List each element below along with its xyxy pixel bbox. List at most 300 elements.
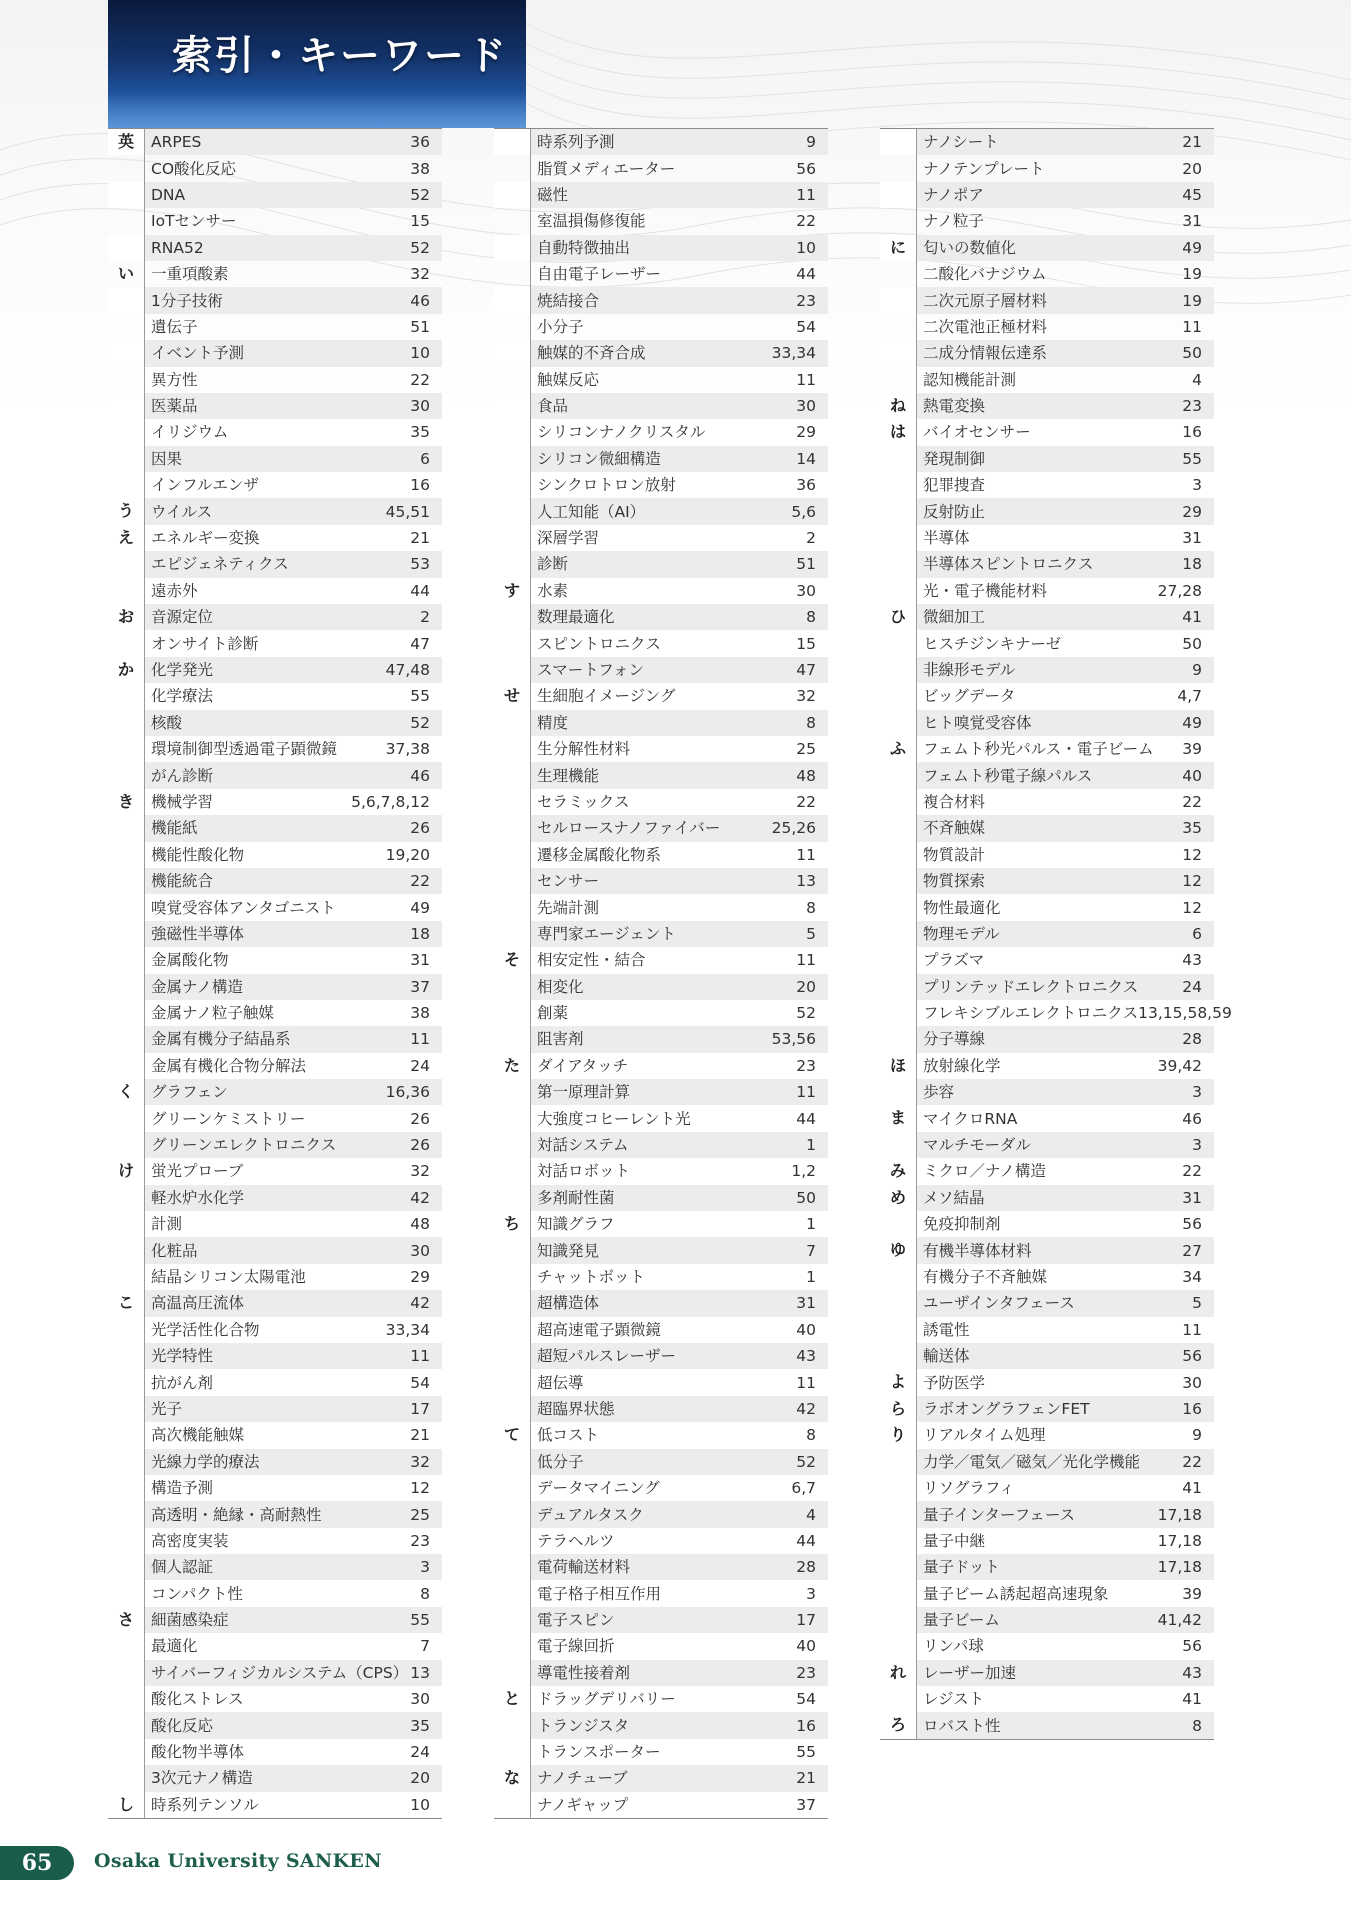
index-page-ref: 8 <box>806 898 816 917</box>
index-page-ref: 30 <box>410 1241 430 1260</box>
index-page-ref: 4,7 <box>1177 687 1202 706</box>
index-page-ref: 31 <box>796 1294 816 1313</box>
index-entry <box>108 498 442 524</box>
index-page-ref: 33,34 <box>771 344 816 363</box>
index-page-ref: 11 <box>410 1347 430 1366</box>
index-group-letter <box>108 921 145 947</box>
index-page-ref: 54 <box>410 1373 430 1392</box>
index-term: レジスト <box>923 1690 985 1709</box>
index-entry <box>880 683 1214 709</box>
index-term: 高温高圧流体 <box>151 1294 245 1313</box>
index-group-letter <box>108 235 145 261</box>
index-entry <box>108 815 442 841</box>
index-entry <box>494 261 828 287</box>
index-entry <box>108 1079 442 1105</box>
index-page-ref: 32 <box>410 1162 430 1181</box>
index-term: ロバスト性 <box>923 1716 1001 1735</box>
index-page-ref: 12 <box>1182 872 1202 891</box>
index-group-letter <box>494 419 531 445</box>
index-group-letter <box>108 155 145 181</box>
index-page-ref: 1 <box>806 1136 816 1155</box>
index-page-ref: 17 <box>410 1399 430 1418</box>
index-term: 化粧品 <box>151 1241 198 1260</box>
index-term: 光線力学的療法 <box>151 1452 260 1471</box>
index-entry <box>108 446 442 472</box>
index-term: 小分子 <box>537 317 584 336</box>
index-entry <box>108 287 442 313</box>
index-group-letter <box>108 1369 145 1395</box>
index-page-ref: 20 <box>796 977 816 996</box>
index-term: プラズマ <box>923 951 985 970</box>
index-group-letter <box>494 287 531 313</box>
index-term: 多剤耐性菌 <box>537 1188 615 1207</box>
index-page-ref: 39 <box>1182 1584 1202 1603</box>
index-term: バイオセンサー <box>923 423 1031 442</box>
index-term: 半導体スピントロニクス <box>923 555 1094 574</box>
index-term: データマイニング <box>537 1479 660 1498</box>
index-group-letter <box>494 551 531 577</box>
index-page-ref: 37 <box>410 977 430 996</box>
index-group-letter: な <box>494 1765 531 1791</box>
index-page-ref: 38 <box>410 159 430 178</box>
index-entry <box>880 498 1214 524</box>
index-term: 物質探索 <box>923 872 986 891</box>
index-page-ref: 10 <box>410 344 430 363</box>
index-term: レーザー加速 <box>923 1663 1017 1682</box>
index-entry <box>494 1765 828 1791</box>
index-page-ref: 24 <box>1182 977 1202 996</box>
index-page-ref: 44 <box>796 265 816 284</box>
index-term: ナノシート <box>923 133 999 152</box>
index-entry <box>880 182 1214 208</box>
index-term: リソグラフィ <box>923 1479 1015 1498</box>
index-term: 歩容 <box>923 1083 955 1102</box>
index-page-ref: 43 <box>796 1347 816 1366</box>
index-group-letter <box>880 947 917 973</box>
index-term: がん診断 <box>151 766 214 785</box>
index-term: 化学発光 <box>151 661 214 679</box>
index-entry <box>880 1607 1214 1633</box>
index-group-letter: せ <box>494 683 531 709</box>
index-page-ref: 17,18 <box>1157 1505 1202 1524</box>
index-group-letter <box>494 235 531 261</box>
index-group-letter: く <box>108 1079 145 1105</box>
index-term: エネルギー変換 <box>151 529 260 548</box>
index-page-ref: 55 <box>796 1743 816 1762</box>
index-entry <box>494 129 828 155</box>
index-entry <box>108 1712 442 1738</box>
index-page-ref: 11 <box>796 185 816 204</box>
index-term: 二成分情報伝達系 <box>923 344 1048 363</box>
index-page-ref: 39 <box>1182 740 1202 759</box>
index-page-ref: 17 <box>796 1611 816 1630</box>
index-group-letter <box>494 1343 531 1369</box>
index-page-ref: 10 <box>410 1795 430 1814</box>
index-page-ref: 22 <box>410 370 430 389</box>
index-entry <box>108 630 442 656</box>
index-page-ref: 47 <box>796 661 816 679</box>
index-group-letter <box>494 630 531 656</box>
index-term: RNA52 <box>151 238 204 257</box>
index-term: 光学特性 <box>151 1347 214 1366</box>
index-entry <box>880 894 1214 920</box>
index-entry <box>108 1000 442 1026</box>
index-group-letter <box>494 1712 531 1738</box>
index-group-letter <box>108 1343 145 1369</box>
index-group-letter <box>880 1449 917 1475</box>
index-page-ref: 3 <box>420 1558 430 1577</box>
index-entry <box>880 235 1214 261</box>
index-group-letter <box>494 340 531 366</box>
index-group-letter: い <box>108 261 145 287</box>
index-term: 複合材料 <box>923 792 986 811</box>
index-page-ref: 46 <box>1182 1109 1202 1128</box>
index-term: 放射線化学 <box>923 1056 1001 1075</box>
index-page-ref: 11 <box>796 1373 816 1392</box>
index-group-letter <box>494 1264 531 1290</box>
index-term: 機能統合 <box>151 872 214 891</box>
index-page-ref: 51 <box>410 317 430 336</box>
index-entry <box>880 657 1214 683</box>
index-group-letter <box>494 1158 531 1184</box>
index-page-ref: 44 <box>796 1531 816 1550</box>
index-entry <box>494 1739 828 1765</box>
index-page-ref: 43 <box>1182 951 1202 970</box>
index-group-letter: み <box>880 1158 917 1184</box>
index-term: 二次元原子層材料 <box>923 291 1048 310</box>
index-term: 抗がん剤 <box>151 1373 214 1392</box>
index-term: 水素 <box>537 581 569 600</box>
index-group-letter <box>880 472 917 498</box>
index-entry <box>880 1528 1214 1554</box>
index-page-ref: 21 <box>796 1769 816 1788</box>
index-entry <box>108 1237 442 1263</box>
index-term: オンサイト診断 <box>151 634 259 653</box>
index-group-letter <box>880 1026 917 1052</box>
index-entry <box>880 1475 1214 1501</box>
index-group-letter: う <box>108 498 145 524</box>
index-group-letter <box>880 1343 917 1369</box>
index-group-letter <box>108 974 145 1000</box>
index-entry <box>108 1475 442 1501</box>
index-term: 大強度コヒーレント光 <box>537 1109 691 1128</box>
index-group-letter <box>880 868 917 894</box>
index-entry <box>108 472 442 498</box>
index-term: DNA <box>151 185 186 204</box>
index-group-letter <box>494 208 531 234</box>
index-page-ref: 11 <box>1182 317 1202 336</box>
index-group-letter <box>494 498 531 524</box>
index-page-ref: 49 <box>1182 713 1202 732</box>
index-group-letter <box>880 710 917 736</box>
index-entry <box>108 1739 442 1765</box>
index-term: ウイルス <box>151 502 213 521</box>
index-page-ref: 5,6 <box>791 502 816 521</box>
index-entry <box>108 182 442 208</box>
index-entry <box>494 498 828 524</box>
index-term: 一重項酸素 <box>151 265 229 284</box>
index-page-ref: 8 <box>1192 1716 1202 1735</box>
index-term: 構造予測 <box>151 1479 214 1498</box>
index-page-ref: 15 <box>410 212 430 231</box>
index-group-letter <box>494 842 531 868</box>
index-group-letter <box>880 129 917 155</box>
index-term: 機能紙 <box>151 819 198 838</box>
index-group-letter <box>108 1185 145 1211</box>
index-entry <box>880 789 1214 815</box>
index-entry <box>494 1026 828 1052</box>
index-page-ref: 28 <box>1182 1030 1202 1049</box>
index-entry <box>880 815 1214 841</box>
index-page-ref: 9 <box>1192 661 1202 679</box>
index-entry <box>494 1369 828 1395</box>
index-page-ref: 3 <box>806 1584 816 1603</box>
index-entry <box>494 789 828 815</box>
index-group-letter: ら <box>880 1396 917 1422</box>
index-entry <box>880 1554 1214 1580</box>
index-entry <box>108 762 442 788</box>
index-term: ドラッグデリバリー <box>537 1690 676 1709</box>
index-page-ref: 21 <box>410 1426 430 1445</box>
index-page-ref: 25 <box>796 740 816 759</box>
index-entry <box>880 446 1214 472</box>
index-group-letter <box>108 894 145 920</box>
index-term: 微細加工 <box>923 608 986 627</box>
index-term: 物性最適化 <box>923 898 1001 917</box>
index-group-letter: に <box>880 235 917 261</box>
index-entry <box>494 393 828 419</box>
index-entry <box>108 1290 442 1316</box>
index-entry <box>494 947 828 973</box>
index-page-ref: 13 <box>796 872 816 891</box>
index-term: テラヘルツ <box>537 1531 615 1550</box>
index-term: 機能性酸化物 <box>151 845 245 864</box>
index-term: IoTセンサー <box>151 212 237 231</box>
index-page-ref: 25 <box>410 1505 430 1524</box>
index-page-ref: 21 <box>410 529 430 548</box>
index-term: 光学活性化合物 <box>151 1320 260 1339</box>
index-group-letter: ね <box>880 393 917 419</box>
index-page-ref: 11 <box>796 1083 816 1102</box>
index-term: 知識グラフ <box>537 1215 615 1234</box>
index-page-ref: 5 <box>1192 1294 1202 1313</box>
index-term: 電子スピン <box>537 1611 615 1630</box>
index-term: プリンテッドエレクトロニクス <box>923 977 1139 996</box>
index-group-letter: え <box>108 525 145 551</box>
index-entry <box>108 1580 442 1606</box>
index-page-ref: 11 <box>796 845 816 864</box>
index-group-letter: た <box>494 1053 531 1079</box>
index-term: 認知機能計測 <box>923 370 1017 389</box>
index-page-ref: 17,18 <box>1157 1531 1202 1550</box>
index-term: 細菌感染症 <box>151 1611 229 1630</box>
index-page-ref: 43 <box>1182 1663 1202 1682</box>
index-group-letter <box>108 419 145 445</box>
index-term: 電荷輸送材料 <box>537 1558 631 1577</box>
index-term: 輸送体 <box>923 1347 970 1366</box>
index-entry <box>494 578 828 604</box>
index-group-letter: は <box>880 419 917 445</box>
index-group-letter <box>494 1792 531 1818</box>
index-group-letter <box>494 736 531 762</box>
index-term: 生細胞イメージング <box>537 687 676 706</box>
index-entry <box>108 1211 442 1237</box>
index-page-ref: 35 <box>410 423 430 442</box>
index-entry <box>108 367 442 393</box>
index-page-ref: 19 <box>1182 291 1202 310</box>
index-term: 犯罪捜査 <box>923 476 986 495</box>
index-group-letter: ほ <box>880 1053 917 1079</box>
index-page-ref: 22 <box>1182 1162 1202 1181</box>
index-page-ref: 30 <box>796 581 816 600</box>
index-entry <box>880 947 1214 973</box>
index-group-letter: て <box>494 1422 531 1448</box>
index-group-letter <box>880 1501 917 1527</box>
index-group-letter <box>880 1290 917 1316</box>
index-group-letter <box>880 1686 917 1712</box>
index-entry <box>108 235 442 261</box>
index-page-ref: 6,7 <box>791 1479 816 1498</box>
index-entry <box>494 1237 828 1263</box>
index-entry <box>108 921 442 947</box>
index-page-ref: 3 <box>1192 1083 1202 1102</box>
index-page-ref: 34 <box>1182 1267 1202 1286</box>
index-term: 非線形モデル <box>923 661 1016 679</box>
index-term: 超短パルスレーザー <box>537 1347 677 1366</box>
index-page-ref: 36 <box>796 476 816 495</box>
index-entry <box>108 974 442 1000</box>
index-term: 発現制御 <box>923 449 986 468</box>
index-page-ref: 8 <box>806 1426 816 1445</box>
index-term: ナノテンプレート <box>923 159 1045 178</box>
index-entry <box>108 1792 442 1818</box>
index-group-letter <box>494 657 531 683</box>
index-entry <box>494 367 828 393</box>
index-page-ref: 50 <box>1182 344 1202 363</box>
index-entry <box>108 261 442 287</box>
index-page-ref: 7 <box>806 1241 816 1260</box>
index-entry <box>880 1422 1214 1448</box>
index-group-letter <box>494 1607 531 1633</box>
index-page-ref: 16,36 <box>385 1083 430 1102</box>
index-page-ref: 33,34 <box>385 1320 430 1339</box>
index-entry <box>880 1633 1214 1659</box>
index-term: 導電性接着剤 <box>537 1663 631 1682</box>
index-term: グリーンケミストリー <box>151 1109 306 1128</box>
page-number: 65 <box>0 1846 74 1880</box>
index-group-letter <box>880 762 917 788</box>
index-entry <box>880 762 1214 788</box>
index-entry <box>108 1264 442 1290</box>
index-term: 医薬品 <box>151 397 198 416</box>
index-group-letter <box>880 446 917 472</box>
index-entry <box>494 472 828 498</box>
index-page-ref: 32 <box>410 265 430 284</box>
index-term: ARPES <box>151 133 202 152</box>
index-term: 力学／電気／磁気／光化学機能 <box>923 1452 1141 1471</box>
index-page-ref: 52 <box>410 713 430 732</box>
index-group-letter <box>494 1290 531 1316</box>
index-entry <box>494 1607 828 1633</box>
index-group-letter <box>880 578 917 604</box>
index-page-ref: 40 <box>796 1320 816 1339</box>
index-entry <box>108 1686 442 1712</box>
index-term: 磁性 <box>537 185 569 204</box>
index-page-ref: 54 <box>796 1690 816 1709</box>
index-entry <box>494 314 828 340</box>
index-entry <box>494 1554 828 1580</box>
index-entry <box>880 129 1214 155</box>
index-entry <box>494 1264 828 1290</box>
index-page-ref: 55 <box>1182 449 1202 468</box>
index-term: 有機半導体材料 <box>923 1241 1032 1260</box>
index-term: 免疫抑制剤 <box>923 1215 1001 1234</box>
index-page-ref: 16 <box>1182 423 1202 442</box>
index-page-ref: 32 <box>410 1452 430 1471</box>
index-entry <box>108 868 442 894</box>
index-term: 結晶シリコン太陽電池 <box>151 1267 306 1286</box>
index-entry <box>108 419 442 445</box>
index-entry <box>494 974 828 1000</box>
index-entry <box>108 1396 442 1422</box>
index-group-letter <box>108 446 145 472</box>
index-term: 機械学習 <box>151 792 214 811</box>
index-entry <box>880 1686 1214 1712</box>
page-title: 索引・キーワード <box>172 33 508 79</box>
index-group-letter <box>108 630 145 656</box>
index-group-letter: し <box>108 1792 145 1818</box>
index-group-letter <box>494 1237 531 1263</box>
index-entry <box>880 551 1214 577</box>
index-page-ref: 22 <box>1182 1452 1202 1471</box>
index-group-letter <box>108 1396 145 1422</box>
index-page-ref: 26 <box>410 819 430 838</box>
index-page-ref: 3 <box>1192 1136 1202 1155</box>
index-term: 電子線回折 <box>537 1637 615 1656</box>
index-group-letter: お <box>108 604 145 630</box>
index-group-letter <box>880 1580 917 1606</box>
index-term: 音源定位 <box>151 608 214 627</box>
index-group-letter <box>880 340 917 366</box>
index-page-ref: 6 <box>420 449 430 468</box>
index-group-letter: と <box>494 1686 531 1712</box>
index-term: 診断 <box>537 555 569 574</box>
index-page-ref: 13,15,58,59 <box>1138 1004 1232 1023</box>
index-entry <box>880 1237 1214 1263</box>
index-entry <box>880 419 1214 445</box>
index-entry <box>494 1105 828 1131</box>
index-group-letter <box>108 314 145 340</box>
index-page-ref: 41 <box>1182 1690 1202 1709</box>
index-group-letter <box>494 604 531 630</box>
index-entry <box>108 657 442 683</box>
index-term: ダイアタッチ <box>537 1056 629 1075</box>
index-group-letter <box>880 1264 917 1290</box>
index-term: チャットボット <box>537 1267 646 1286</box>
index-group-letter <box>880 1317 917 1343</box>
index-entry <box>494 1580 828 1606</box>
index-term: 金属ナノ構造 <box>151 977 243 996</box>
index-entry <box>880 1264 1214 1290</box>
index-group-letter <box>108 367 145 393</box>
index-page-ref: 30 <box>796 397 816 416</box>
index-entry <box>108 1607 442 1633</box>
index-page-ref: 3 <box>1192 476 1202 495</box>
index-page-ref: 10 <box>796 238 816 257</box>
index-page-ref: 1 <box>806 1267 816 1286</box>
index-page-ref: 29 <box>1182 502 1202 521</box>
index-entry <box>880 842 1214 868</box>
